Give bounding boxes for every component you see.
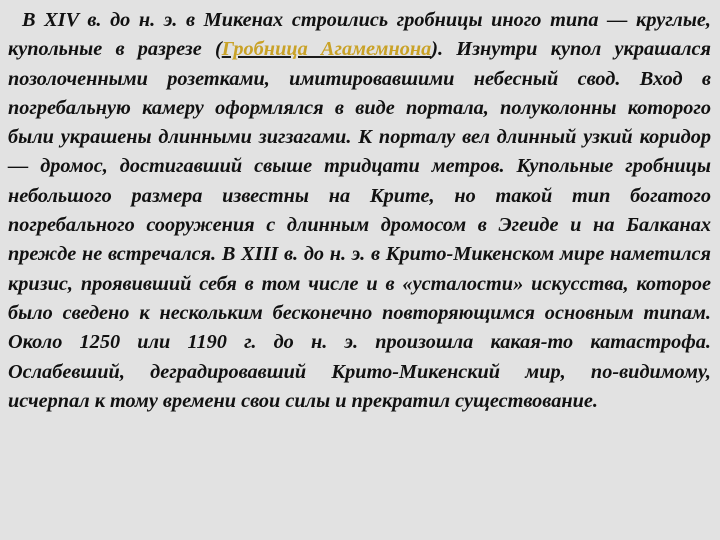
paragraph-text-start: В XIV в. до н. э. в Микенах строились гробницы иного типа — круглые, купольные в разрезе (	[8, 9, 711, 61]
paragraph-text-end: ). Изнутри купол украшался позолоченными розетками, имитировавшими небесный свод. Вход в погребальную камеру оформлялся в виде портала, полуколонны которого были украшены длинными зигзагами. К порталу вел длинный узкий коридор — дромос, достигавший свыше тридцати метров. Купольные гробницы небольшого размера известны на Крите, но такой тип богатого погребального сооружения с длинным дромосом в Эгеиде и на Балканах прежде не встречался. В XIII в. до н. э. в Крито-Микенском мире наметился кризис, проявивший себя в том числе и в «усталости» искусства, которое было сведено к нескольким бесконечно повторяющимся основным типам. Около 1250 или 1190 г. до н. э. произошла какая-то катастрофа. Ослабевший, деградировавший Крито-Микенский мир, по-видимому, исчерпал к тому времени свои силы и прекратил существование.	[8, 38, 711, 412]
body-paragraph	[8, 6, 711, 416]
link-agamemnon-tomb[interactable]: Гробница Агамемнона	[221, 38, 432, 61]
